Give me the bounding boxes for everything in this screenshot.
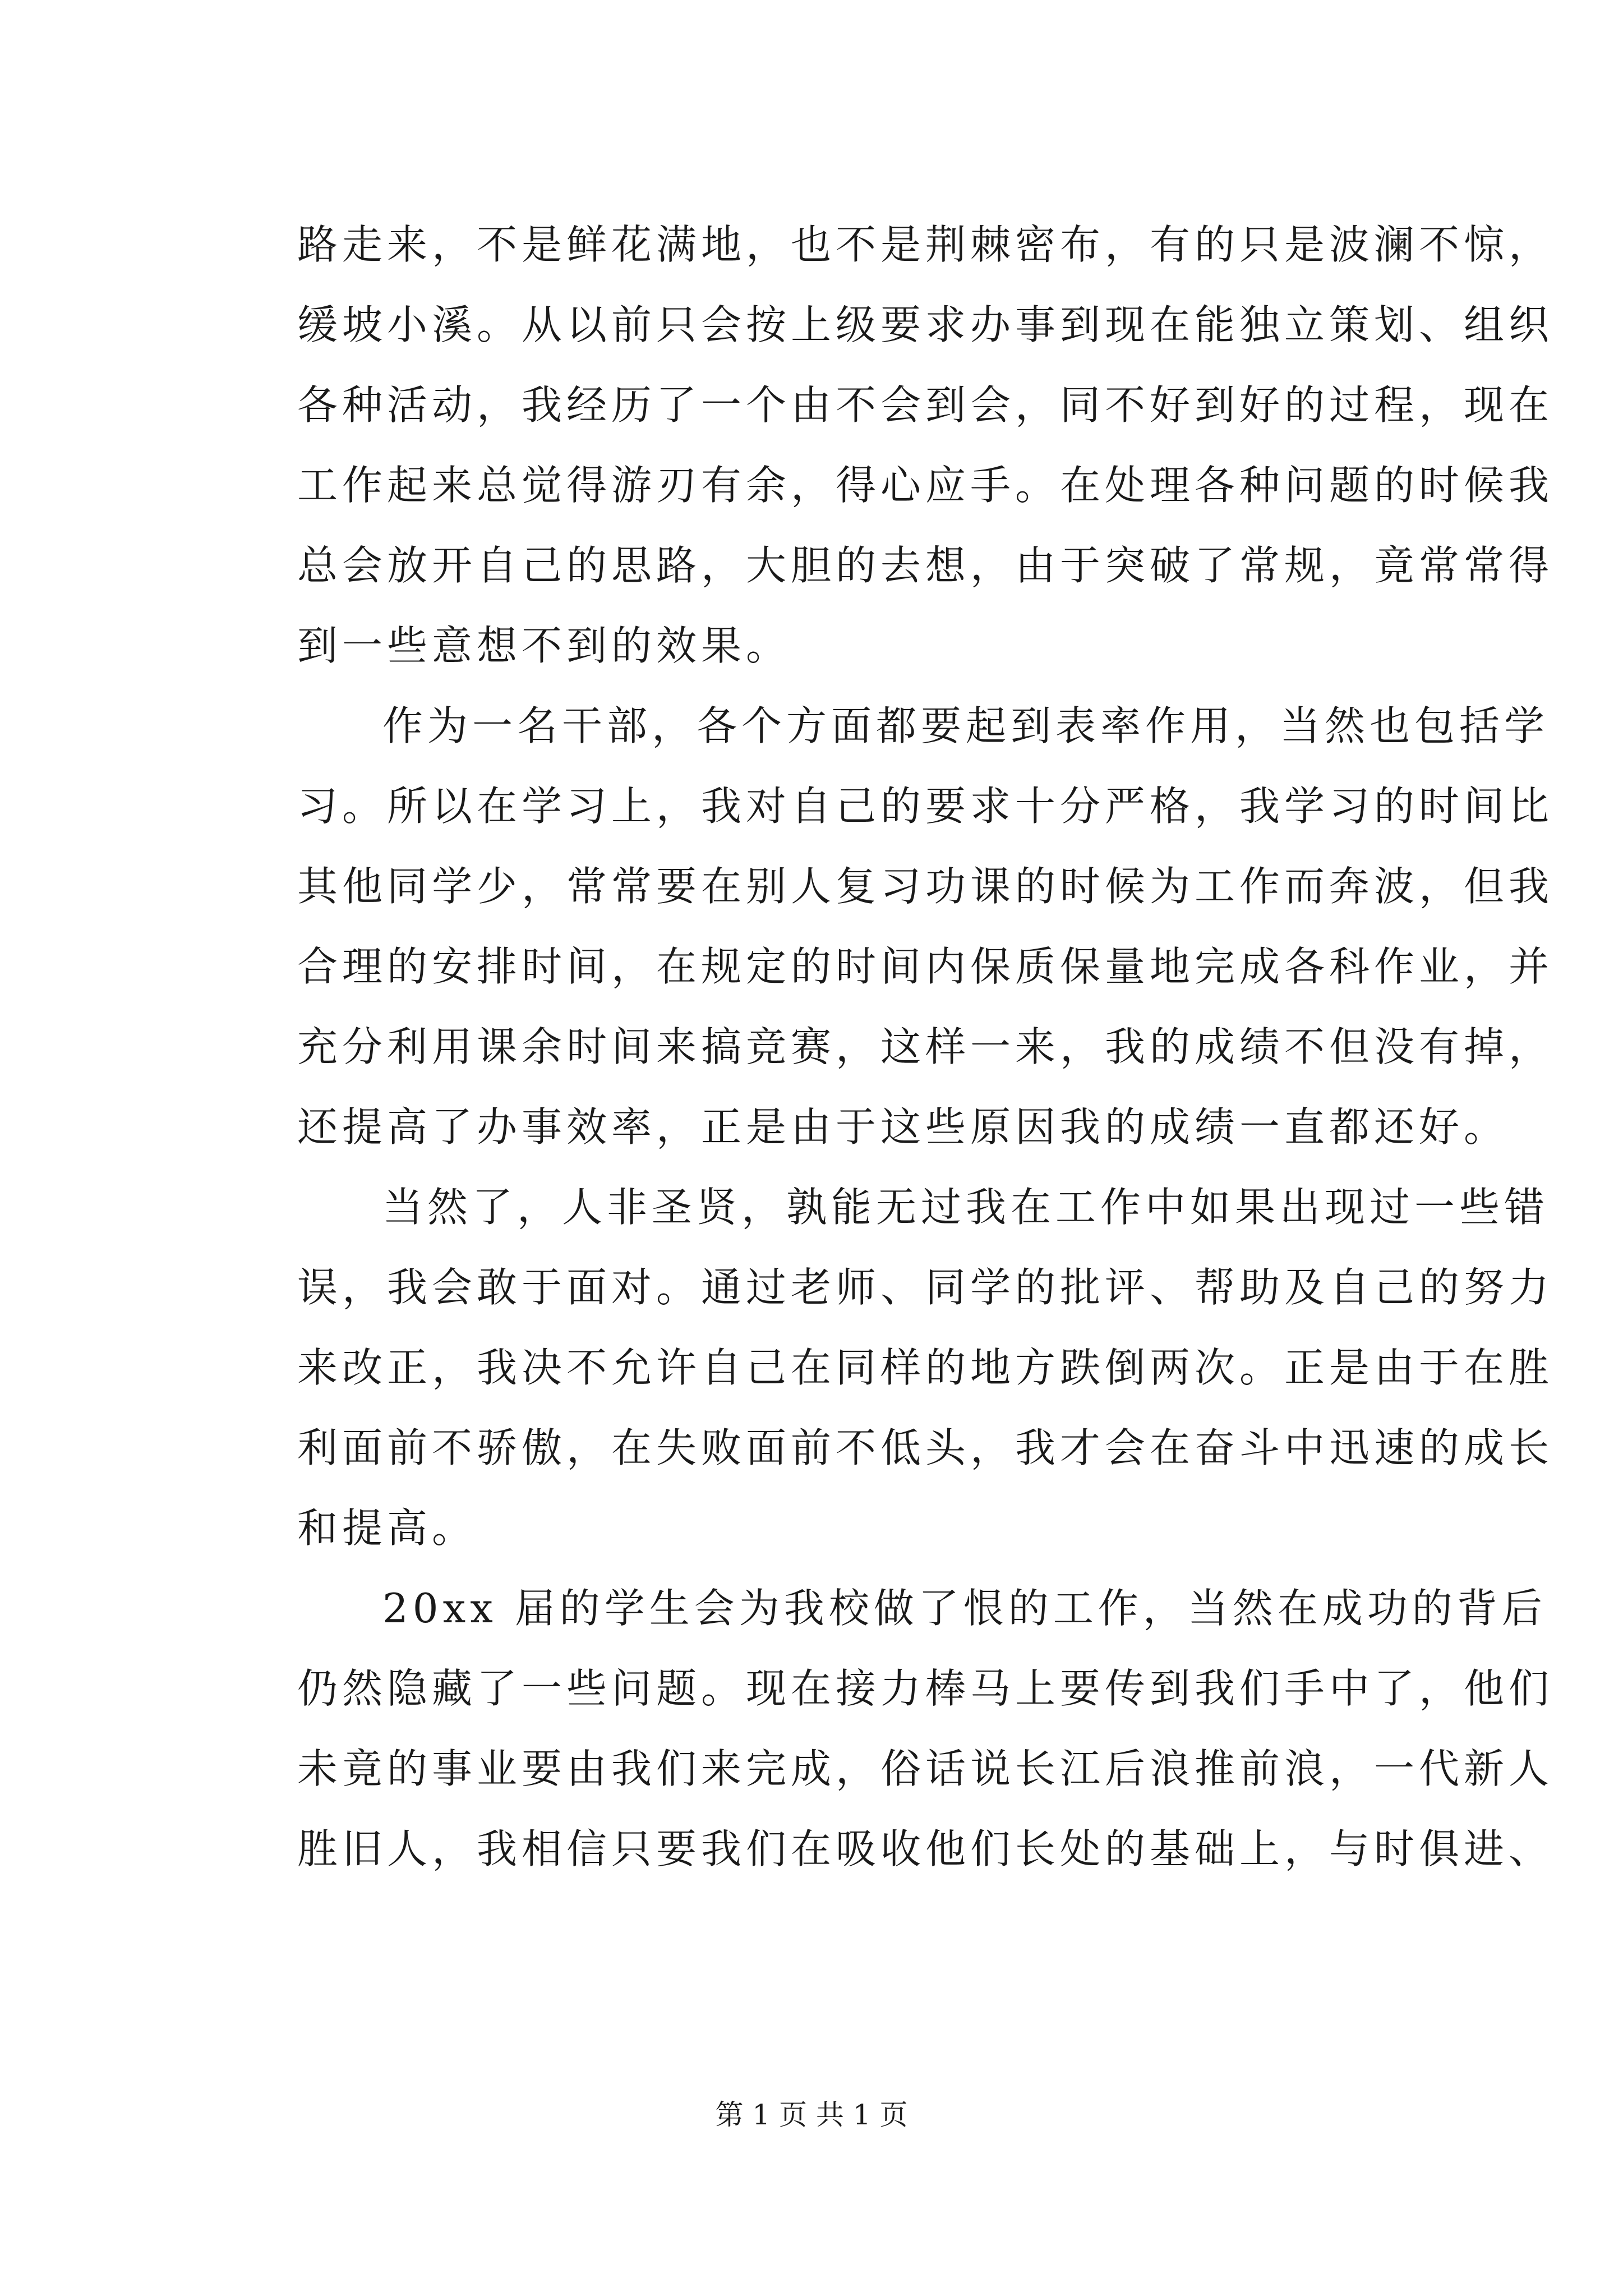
text-line: 各种活动，我经历了一个由不会到会，同不好到好的过程，现在 <box>297 381 1554 429</box>
text-line: 仍然隐藏了一些问题。现在接力棒马上要传到我们手中了，他们 <box>297 1665 1554 1712</box>
text-line: 缓坡小溪。从以前只会按上级要求办事到现在能独立策划、组织 <box>297 301 1554 348</box>
text-line: 到一些意想不到的效果。 <box>297 622 791 669</box>
text-line: 利面前不骄傲，在失败面前不低头，我才会在奋斗中迅速的成长 <box>297 1424 1554 1471</box>
text-line: 20xx 届的学生会为我校做了恨的工作，当然在成功的背后 <box>382 1585 1547 1632</box>
text-line: 未竟的事业要由我们来完成，俗话说长江后浪推前浪，一代新人 <box>297 1745 1554 1792</box>
document-body <box>297 205 1554 1889</box>
text-line: 路走来，不是鲜花满地，也不是荆棘密布，有的只是波澜不惊， <box>297 221 1554 268</box>
text-line: 误，我会敢于面对。通过老师、同学的批评、帮助及自己的努力 <box>297 1264 1554 1311</box>
text-line: 工作起来总觉得游刃有余，得心应手。在处理各种问题的时候我 <box>297 462 1554 509</box>
text-line: 当然了，人非圣贤，孰能无过我在工作中如果出现过一些错 <box>382 1184 1550 1231</box>
text-line: 胜旧人，我相信只要我们在吸收他们长处的基础上，与时俱进、 <box>297 1825 1554 1872</box>
text-line: 习。所以在学习上，我对自己的要求十分严格，我学习的时间比 <box>297 783 1554 830</box>
text-line: 充分利用课余时间来搞竞赛，这样一来，我的成绩不但没有掉， <box>297 1023 1554 1070</box>
text-line: 其他同学少，常常要在别人复习功课的时候为工作而奔波，但我 <box>297 863 1554 910</box>
text-line: 来改正，我决不允许自己在同样的地方跌倒两次。正是由于在胜 <box>297 1344 1554 1391</box>
text-line: 合理的安排时间，在规定的时间内保质保量地完成各科作业，并 <box>297 943 1554 990</box>
text-line: 和提高。 <box>297 1504 477 1552</box>
page-footer: 第 1 页 共 1 页 <box>715 2099 908 2131</box>
text-line: 总会放开自己的思路，大胆的去想，由于突破了常规，竟常常得 <box>297 542 1554 589</box>
text-line: 还提高了办事效率，正是由于这些原因我的成绩一直都还好。 <box>297 1103 1509 1151</box>
text-line: 作为一名干部，各个方面都要起到表率作用，当然也包括学 <box>382 702 1550 749</box>
